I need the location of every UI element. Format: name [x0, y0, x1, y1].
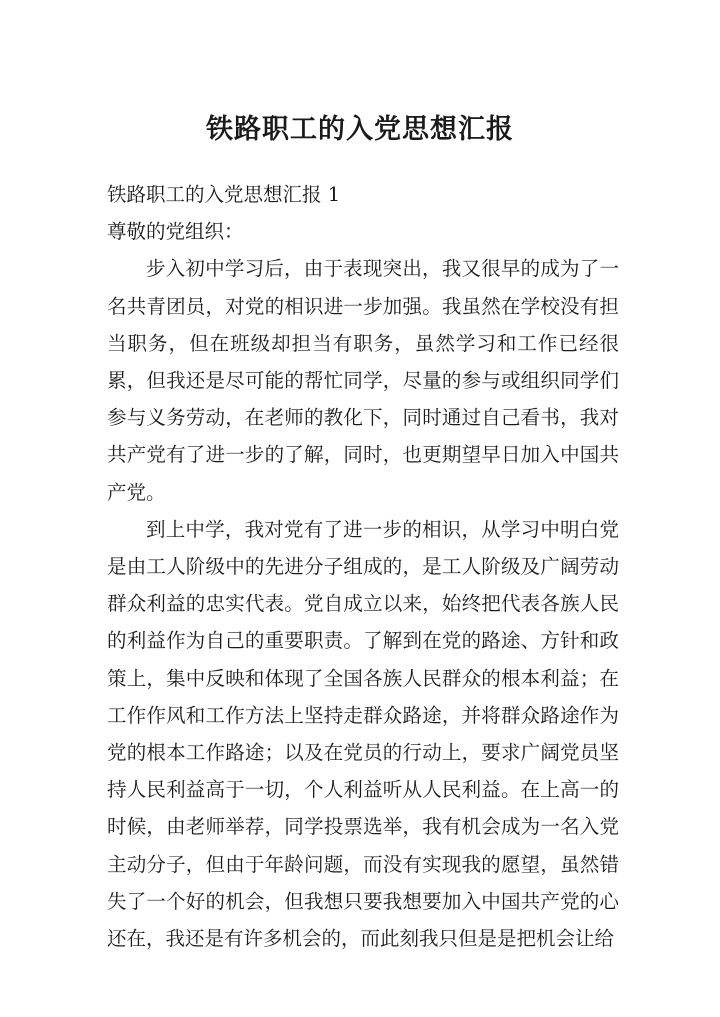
paragraph-2: 到上中学，我对党有了进一步的相识，从学习中明白党是由工人阶级中的先进分子组成的，是工人阶级及广阔劳动群众利益的忠实代表。党自成立以来，始终把代表各族人民的利益作为自己的重要职责。了解到在党的路途、方针和政策上，集中反映和体现了全国各族人民群众的根本利益；在工作作风和工作方法上坚持走群众路途，并将群众路途作为党的根本工作路途；以及在党员的行动上，要求广阔党员坚持人民利益高于一切，个人利益听从人民利益。在上高一的时候，由老师举荐，同学投票选举，我有机会成为一名入党主动分子，但由于年龄问题，而没有实现我的愿望，虽然错失了一个好的机会，但我想只要我想要加入中国共产党的心还在，我还是有许多机会的，而此刻我只但是是把机会让给 [107, 517, 619, 951]
document-title: 铁路职工的入党思想汇报 [206, 114, 514, 145]
document-body [107, 176, 619, 957]
document-subtitle: 铁路职工的入党思想汇报 1 [107, 183, 341, 206]
salutation: 尊敬的党组织： [107, 220, 244, 244]
paragraph-1: 步入初中学习后，由于表现突出，我又很早的成为了一名共青团员，对党的相识进一步加强。我虽然在学校没有担当职务，但在班级却担当有职务，虽然学习和工作已经很累，但我还是尽可能的帮忙同学，尽量的参与或组织同学们参与义务劳动，在老师的教化下，同时通过自己看书，我对共产党有了进一步的了解，同时，也更期望早日加入中国共产党。 [107, 257, 619, 504]
